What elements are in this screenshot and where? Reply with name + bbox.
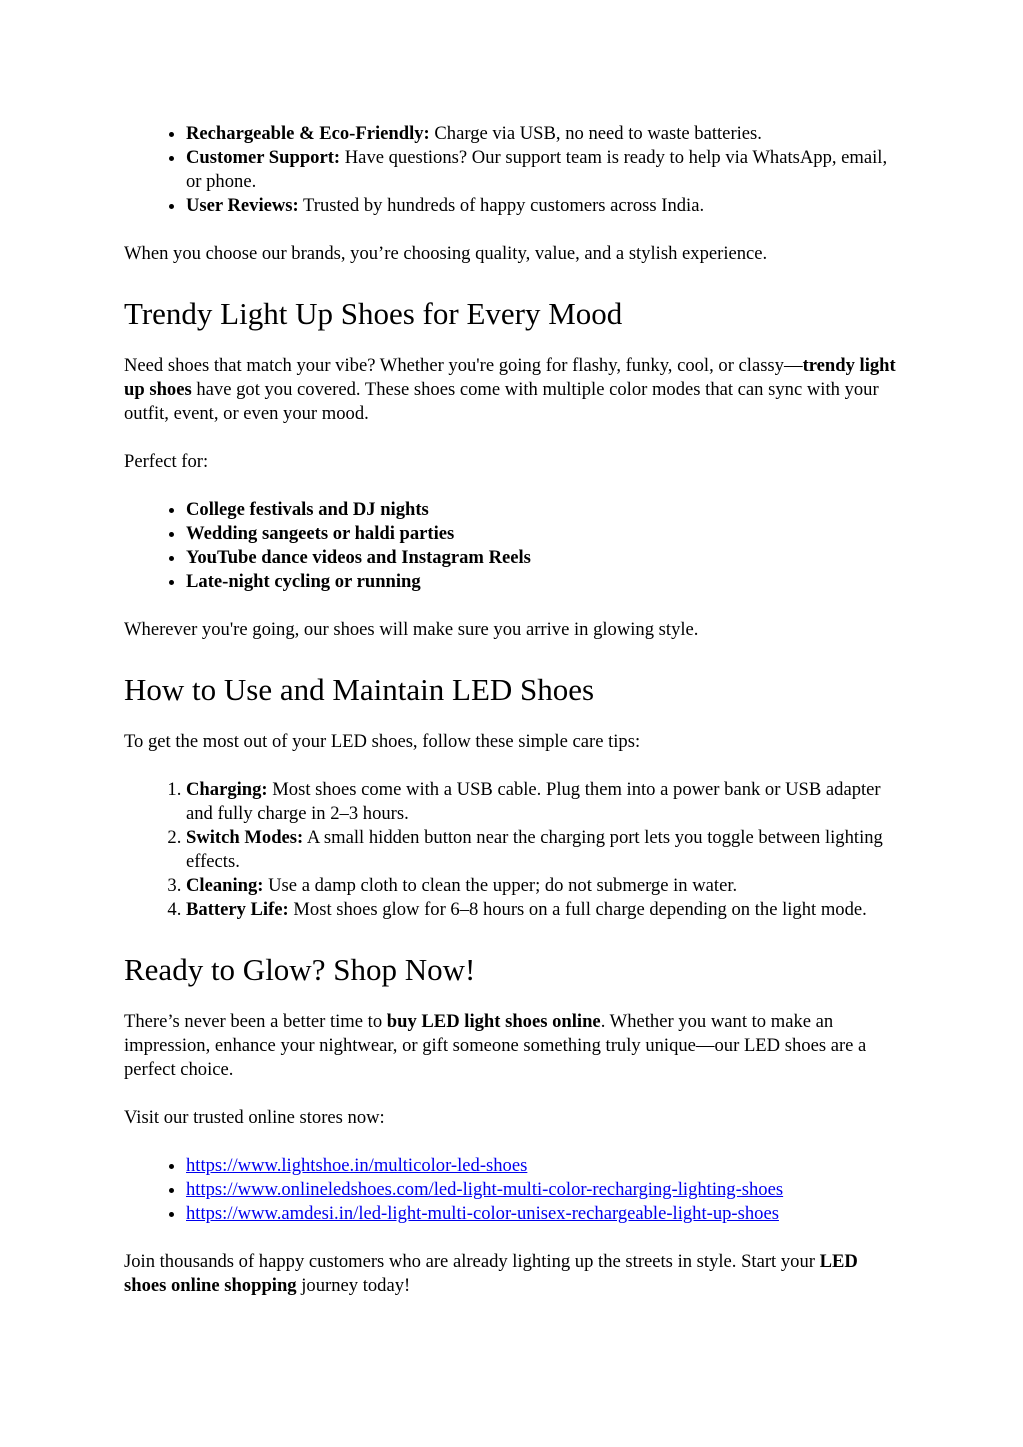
visit-label: Visit our trusted online stores now: bbox=[124, 1107, 385, 1128]
step-text: Most shoes glow for 6–8 hours on a full charge depending on the light mode. bbox=[288, 899, 867, 920]
section-heading-maintain: How to Use and Maintain LED Shoes bbox=[124, 672, 595, 707]
feature-label: Rechargeable & Eco-Friendly: bbox=[186, 123, 430, 144]
list-item bbox=[186, 1202, 896, 1226]
trendy-closing: Wherever you're going, our shoes will make sure you arrive in glowing style. bbox=[124, 619, 699, 640]
maintain-intro: To get the most out of your LED shoes, follow these simple care tips: bbox=[124, 731, 641, 752]
step-text: Most shoes come with a USB cable. Plug them into a power bank or USB adapter and fully charge in 2–3 hours. bbox=[186, 779, 881, 824]
intro-closing: When you choose our brands, you’re choosing quality, value, and a stylish experience. bbox=[124, 243, 768, 264]
step-text: A small hidden button near the charging port lets you toggle between lighting effects. bbox=[186, 827, 883, 872]
list-item bbox=[186, 194, 896, 218]
features-list bbox=[124, 122, 896, 218]
bold-run: buy LED light shoes online bbox=[386, 1011, 601, 1032]
list-item: • Wedding sangeets or haldi parties bbox=[186, 522, 896, 546]
step-label: Switch Modes: bbox=[186, 827, 304, 848]
trendy-paragraph bbox=[124, 354, 896, 426]
document-content bbox=[124, 122, 896, 1298]
text-run: . Whether you want to make an impression, enhance your nightwear, or gift someone something truly unique—our LED shoes are a perfect choice. bbox=[124, 1011, 867, 1080]
section-heading-shop: Ready to Glow? Shop Now! bbox=[124, 952, 476, 987]
shop-paragraph bbox=[124, 1010, 896, 1082]
occasions-list bbox=[124, 498, 896, 594]
text-run: have got you covered. These shoes come with multiple color modes that can sync with your outfit, event, or even your mood. bbox=[124, 379, 879, 424]
step-label: Charging: bbox=[186, 779, 268, 800]
text-run: There’s never been a better time to bbox=[124, 1011, 387, 1032]
list-item bbox=[186, 1154, 896, 1178]
store-link-amdesi[interactable]: https://www.amdesi.in/led-light-multi-color-unisex-rechargeable-light-up-shoes bbox=[186, 1203, 779, 1224]
store-link-onlineledshoes[interactable]: https://www.onlineledshoes.com/led-light-multi-color-recharging-lighting-shoes bbox=[186, 1179, 784, 1200]
care-steps-list bbox=[124, 778, 896, 922]
list-item bbox=[186, 122, 896, 146]
list-item bbox=[186, 826, 896, 874]
feature-text: Trusted by hundreds of happy customers across India. bbox=[298, 195, 705, 216]
bold-run: LED shoes online shopping bbox=[124, 1251, 858, 1296]
feature-label: Customer Support: bbox=[186, 147, 341, 168]
list-item: • YouTube dance videos and Instagram Reels bbox=[186, 546, 896, 570]
list-item bbox=[186, 898, 896, 922]
feature-text: Charge via USB, no need to waste batteries. bbox=[429, 123, 762, 144]
step-label: Cleaning: bbox=[186, 875, 264, 896]
store-link-lightshoe[interactable]: https://www.lightshoe.in/multicolor-led-shoes bbox=[186, 1155, 528, 1176]
store-links-list bbox=[124, 1154, 896, 1226]
list-item bbox=[186, 874, 896, 898]
section-heading-trendy: Trendy Light Up Shoes for Every Mood bbox=[124, 296, 623, 331]
list-item: • Late-night cycling or running bbox=[186, 570, 896, 594]
step-label: Battery Life: bbox=[186, 899, 289, 920]
list-item bbox=[186, 1178, 896, 1202]
text-run: Need shoes that match your vibe? Whether you're going for flashy, funky, cool, or classy— bbox=[124, 355, 803, 376]
shop-closing bbox=[124, 1250, 896, 1298]
bold-run: trendy light up shoes bbox=[124, 355, 896, 400]
list-item: • College festivals and DJ nights bbox=[186, 498, 896, 522]
text-run: Join thousands of happy customers who are already lighting up the streets in style. Start your bbox=[124, 1251, 820, 1272]
list-item bbox=[186, 146, 896, 194]
step-text: Use a damp cloth to clean the upper; do not submerge in water. bbox=[263, 875, 738, 896]
perfect-for-label: Perfect for: bbox=[124, 451, 209, 472]
text-run: journey today! bbox=[296, 1275, 411, 1296]
feature-text: Have questions? Our support team is ready to help via WhatsApp, email, or phone. bbox=[186, 147, 888, 192]
list-item bbox=[186, 778, 896, 826]
feature-label: User Reviews: bbox=[186, 195, 299, 216]
